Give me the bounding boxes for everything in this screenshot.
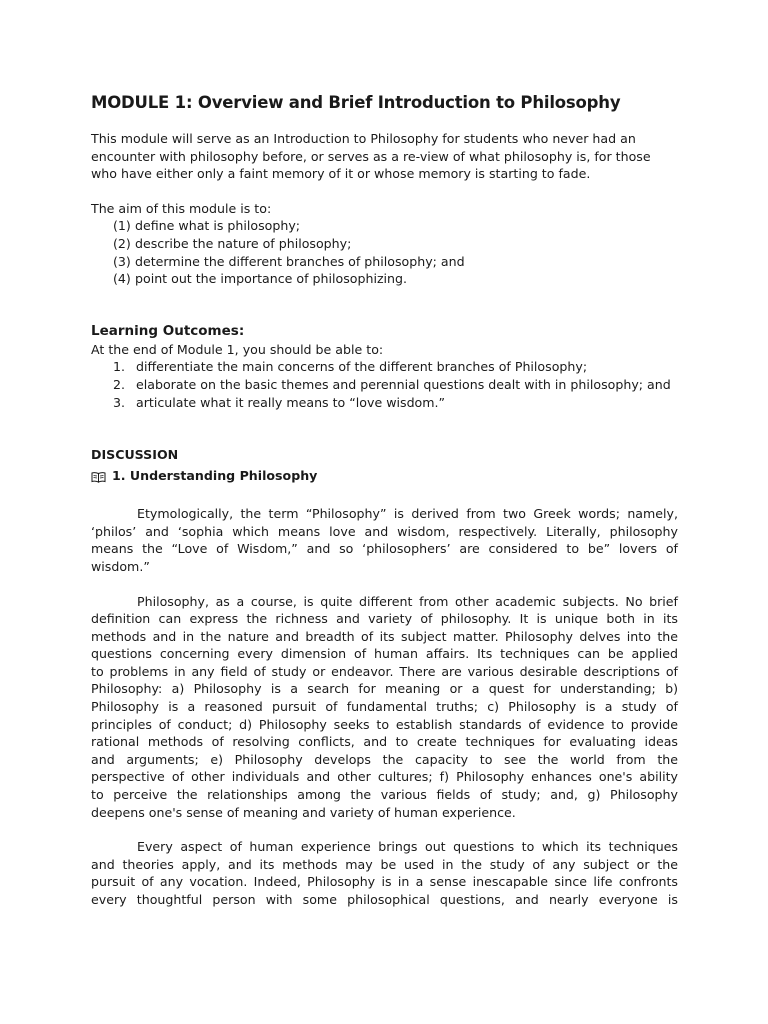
paragraph-course: [91, 593, 678, 822]
paragraph-line: ‘philos’ and ‘sophia which means love and wisdom, respectively. Literally, philosophy: [91, 523, 678, 539]
section-heading: [91, 467, 678, 485]
paragraph-line: to problems in any field of study or endeavor. There are various desirable descriptions of: [91, 663, 678, 679]
paragraph-line: methods and in the nature and breadth of its subject matter. Philosophy delves into the: [91, 628, 678, 644]
paragraph-line: deepens one's sense of meaning and variety of human experience.: [91, 804, 516, 820]
paragraph-line: Philosophy is a reasoned pursuit of fundamental truths; c) Philosophy is a study of: [91, 699, 678, 715]
document-body: [91, 92, 678, 909]
discussion-heading: DISCUSSION: [91, 447, 179, 463]
intro-line: who have either only a faint memory of it or whose memory is starting to fade.: [91, 166, 591, 182]
paragraph-line: every thoughtful person with some philosophical questions, and nearly everyone is: [91, 892, 678, 907]
paragraph-line: Philosophy, as a course, is quite different from other academic subjects. No brief: [137, 593, 678, 609]
paragraph-line: Every aspect of human experience brings out questions to which its techniques: [137, 839, 678, 855]
paragraph-line: to perceive the relationships among the various fields of study; and, g) Philosophy: [91, 787, 678, 803]
paragraph-etymology: [91, 505, 678, 575]
aim-item: (2) describe the nature of philosophy;: [113, 235, 352, 251]
paragraph-line: principles of conduct; d) Philosophy seeks to establish standards of evidence to provide: [91, 716, 678, 732]
outcome-item: 3. articulate what it really means to “love wisdom.”: [113, 394, 446, 410]
outcome-item: 1. differentiate the main concerns of the different branches of Philosophy;: [113, 359, 588, 375]
paragraph-line: Etymologically, the term “Philosophy” is derived from two Greek words; namely,: [137, 506, 678, 522]
paragraph-experience: [91, 838, 678, 908]
paragraph-line: definition can express the richness and variety of philosophy. It is unique both in its: [91, 611, 678, 627]
paragraph-line: Philosophy: a) Philosophy is a search for meaning or a quest for understanding; b): [91, 681, 678, 697]
learning-outcomes-lead: At the end of Module 1, you should be able to:: [91, 341, 384, 357]
aim-item: (3) determine the different branches of philosophy; and: [113, 253, 465, 269]
aim-list: [91, 217, 678, 287]
page-title: MODULE 1: Overview and Brief Introduction to Philosophy: [91, 93, 621, 112]
aim-lead: The aim of this module is to:: [91, 200, 272, 216]
paragraph-line: wisdom.”: [91, 558, 150, 574]
section-title: 1. Understanding Philosophy: [112, 468, 318, 484]
intro-paragraph: [91, 130, 678, 183]
outcome-item: 2. elaborate on the basic themes and perennial questions dealt with in philosophy; and: [113, 376, 671, 392]
paragraph-line: and theories apply, and its methods may be used in the study of any subject or the: [91, 856, 678, 872]
aim-item: (1) define what is philosophy;: [113, 218, 301, 234]
paragraph-line: pursuit of any vocation. Indeed, Philosophy is in a sense inescapable since life confronts: [91, 874, 678, 890]
paragraph-line: and arguments; e) Philosophy develops the capacity to see the world from the: [91, 751, 678, 767]
open-book-icon: [91, 470, 106, 482]
paragraph-line: perspective of other individuals and other cultures; f) Philosophy enhances one's ability: [91, 769, 678, 785]
intro-line: encounter with philosophy before, or serves as a re-view of what philosophy is, for those: [91, 148, 651, 164]
intro-line: This module will serve as an Introduction to Philosophy for students who never had an: [91, 131, 636, 146]
paragraph-line: questions concerning every dimension of human affairs. Its techniques can be applied: [91, 646, 678, 662]
learning-outcomes-list: [91, 358, 678, 411]
paragraph-line: rational methods of resolving conflicts, and to create techniques for evaluating ideas: [91, 734, 678, 750]
learning-outcomes-heading: Learning Outcomes:: [91, 322, 245, 339]
aim-item: (4) point out the importance of philosophizing.: [113, 271, 408, 287]
paragraph-line: means the “Love of Wisdom,” and so ‘philosophers’ are considered to be” lovers of: [91, 541, 678, 557]
